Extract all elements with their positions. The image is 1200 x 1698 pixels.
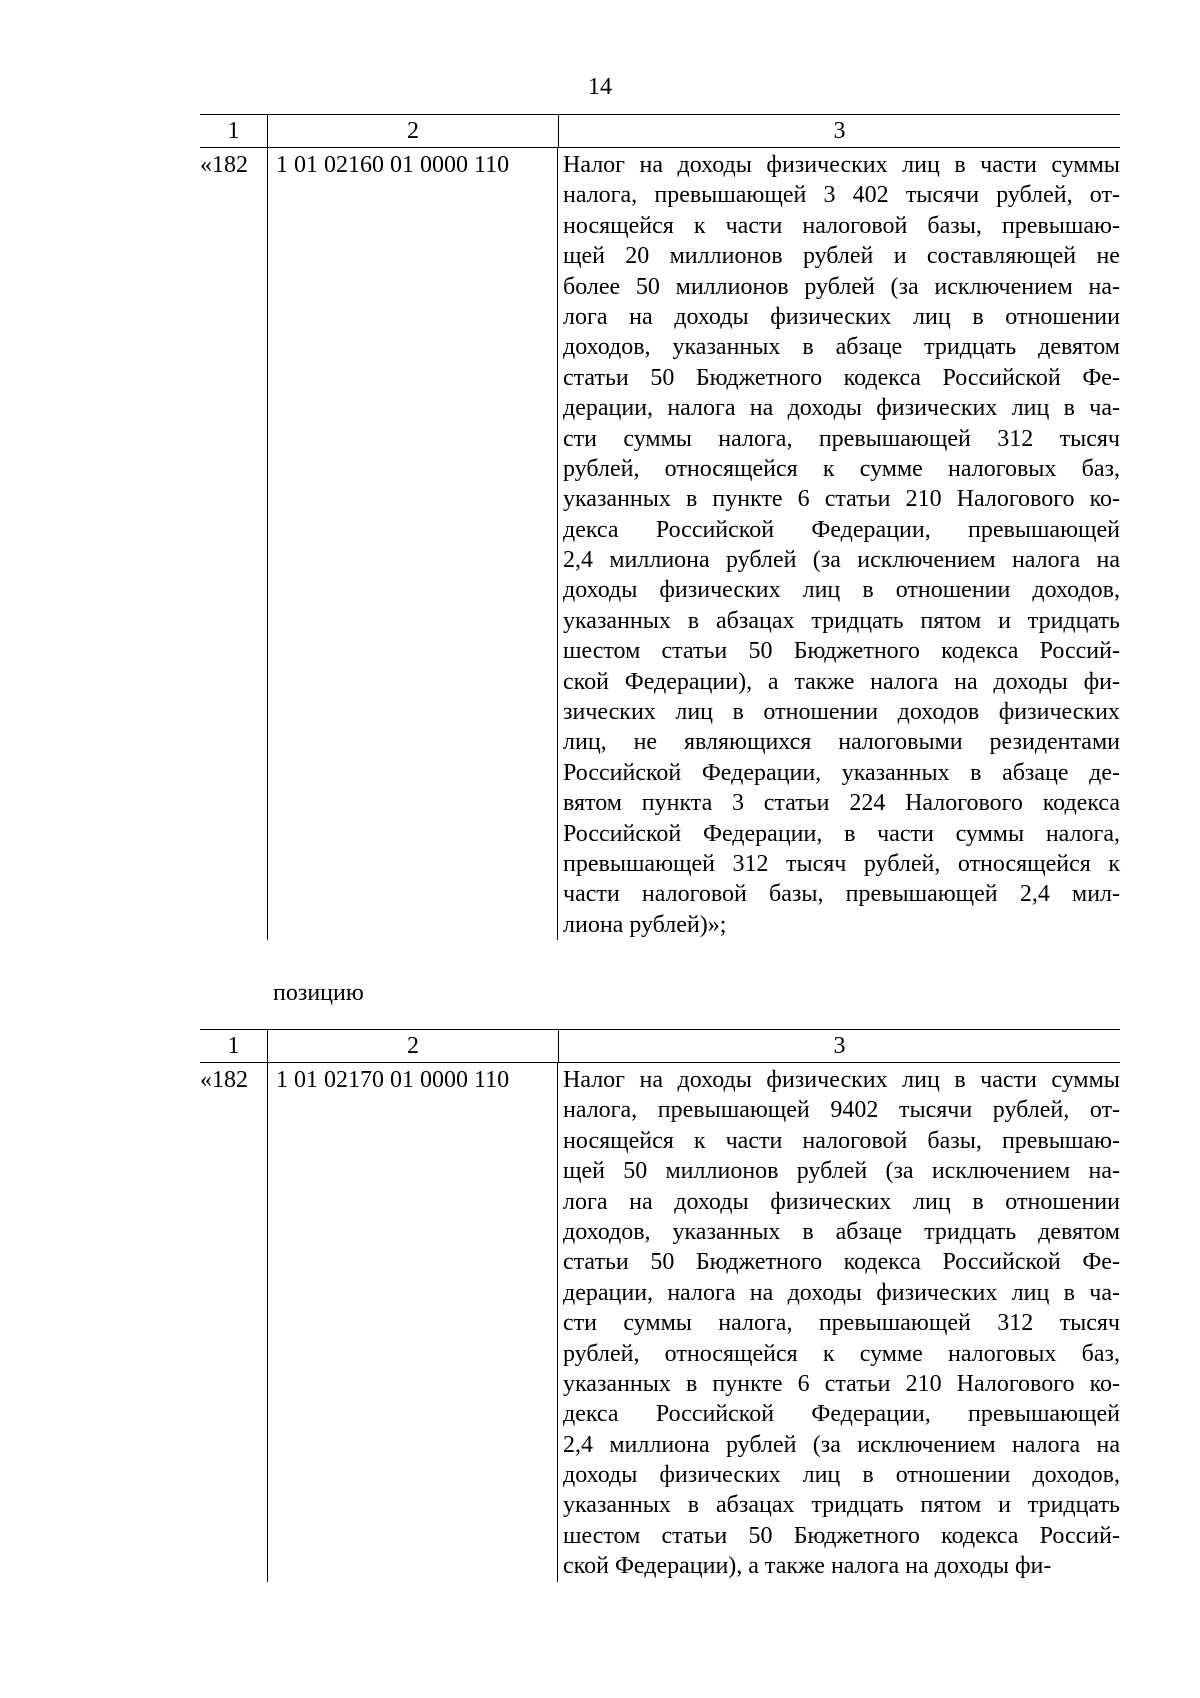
- description-line: налога, превышающей 9402 тысячи рублей, от-: [563, 1097, 1120, 1124]
- description-line: указанных в абзацах тридцать пятом и тридцать: [563, 1492, 1120, 1519]
- description-line: носящейся к части налоговой базы, превышаю-: [563, 212, 1120, 239]
- description-line: шестом статьи 50 Бюджетного кодекса Россий-: [563, 638, 1120, 665]
- description-line: щей 50 миллионов рублей (за исключением на-: [563, 1158, 1120, 1185]
- description-line: декса Российской Федерации, превышающей: [563, 1401, 1120, 1428]
- description-line: лога на доходы физических лиц в отношении: [563, 1188, 1120, 1215]
- table-1-code-prefix: «182: [200, 148, 268, 940]
- table-2: [200, 1029, 1120, 1582]
- description-line: Российской Федерации, в части суммы налога,: [563, 820, 1120, 847]
- table-1: [200, 114, 1120, 940]
- table-1-header: [200, 115, 1120, 148]
- description-line: 2,4 миллиона рублей (за исключением налога на: [563, 547, 1120, 574]
- description-line: статьи 50 Бюджетного кодекса Российской Фе-: [563, 1249, 1120, 1276]
- position-label: позицию: [273, 980, 364, 1006]
- table-2-code-prefix: «182: [200, 1063, 268, 1582]
- table-1-header-col-3: 3: [833, 118, 846, 144]
- description-line: Российской Федерации, указанных в абзаце де-: [563, 759, 1120, 786]
- description-line: сти суммы налога, превышающей 312 тысяч: [563, 425, 1120, 452]
- table-1-header-col-1: 1: [200, 115, 268, 147]
- description-line: ской Федерации), а также налога на доходы фи-: [563, 1553, 1052, 1580]
- description-line: лиона рублей)»;: [563, 911, 727, 938]
- description-line: доходы физических лиц в отношении доходов,: [563, 1462, 1120, 1489]
- description-line: лиц, не являющихся налоговыми резидентами: [563, 729, 1120, 756]
- description-line: сти суммы налога, превышающей 312 тысяч: [563, 1310, 1120, 1337]
- description-line: доходы физических лиц в отношении доходов,: [563, 577, 1120, 604]
- description-line: Налог на доходы физических лиц в части суммы: [563, 152, 1120, 178]
- description-line: более 50 миллионов рублей (за исключением на-: [563, 273, 1120, 300]
- description-line: указанных в пункте 6 статьи 210 Налогового ко-: [563, 486, 1120, 513]
- description-line: доходов, указанных в абзаце тридцать девятом: [563, 334, 1120, 361]
- description-line: рублей, относящейся к сумме налоговых баз,: [563, 455, 1120, 482]
- description-line: указанных в абзацах тридцать пятом и тридцать: [563, 607, 1120, 634]
- description-line: указанных в пункте 6 статьи 210 Налогового ко-: [563, 1370, 1120, 1397]
- description-line: щей 20 миллионов рублей и составляющей не: [563, 243, 1120, 270]
- description-line: статьи 50 Бюджетного кодекса Российской Фе-: [563, 364, 1120, 391]
- description-line: рублей, относящейся к сумме налоговых баз,: [563, 1340, 1120, 1367]
- table-1-row: [200, 148, 1120, 940]
- description-line: налога, превышающей 3 402 тысячи рублей, от-: [563, 182, 1120, 209]
- table-2-header-col-3: 3: [833, 1033, 846, 1059]
- table-2-header-col-2: 2: [268, 1030, 559, 1062]
- description-line: лога на доходы физических лиц в отношении: [563, 303, 1120, 330]
- table-2-row: [200, 1063, 1120, 1582]
- description-line: декса Российской Федерации, превышающей: [563, 516, 1120, 543]
- table-2-description: [558, 1063, 1120, 1582]
- table-2-kbk-code: 1 01 02170 01 0000 110: [268, 1063, 558, 1582]
- description-line: части налоговой базы, превышающей 2,4 мил-: [563, 881, 1120, 908]
- description-line: 2,4 миллиона рублей (за исключением налога на: [563, 1431, 1120, 1458]
- description-line: зических лиц в отношении доходов физических: [563, 699, 1120, 726]
- description-line: вятом пункта 3 статьи 224 Налогового кодекса: [563, 790, 1120, 817]
- description-line: дерации, налога на доходы физических лиц в ча-: [563, 395, 1120, 422]
- table-1-description: [558, 148, 1120, 940]
- description-line: носящейся к части налоговой базы, превышаю-: [563, 1127, 1120, 1154]
- table-2-header-col-1: 1: [200, 1030, 268, 1062]
- table-1-header-col-2: 2: [268, 115, 559, 147]
- description-line: ской Федерации), а также налога на доходы фи-: [563, 668, 1120, 695]
- description-line: превышающей 312 тысяч рублей, относящейся к: [563, 850, 1120, 877]
- description-line: Налог на доходы физических лиц в части суммы: [563, 1067, 1120, 1093]
- page-number: 14: [588, 74, 612, 100]
- description-line: доходов, указанных в абзаце тридцать девятом: [563, 1218, 1120, 1245]
- description-line: дерации, налога на доходы физических лиц в ча-: [563, 1279, 1120, 1306]
- description-line: шестом статьи 50 Бюджетного кодекса Россий-: [563, 1522, 1120, 1549]
- table-1-kbk-code: 1 01 02160 01 0000 110: [268, 148, 558, 940]
- table-2-header: [200, 1030, 1120, 1063]
